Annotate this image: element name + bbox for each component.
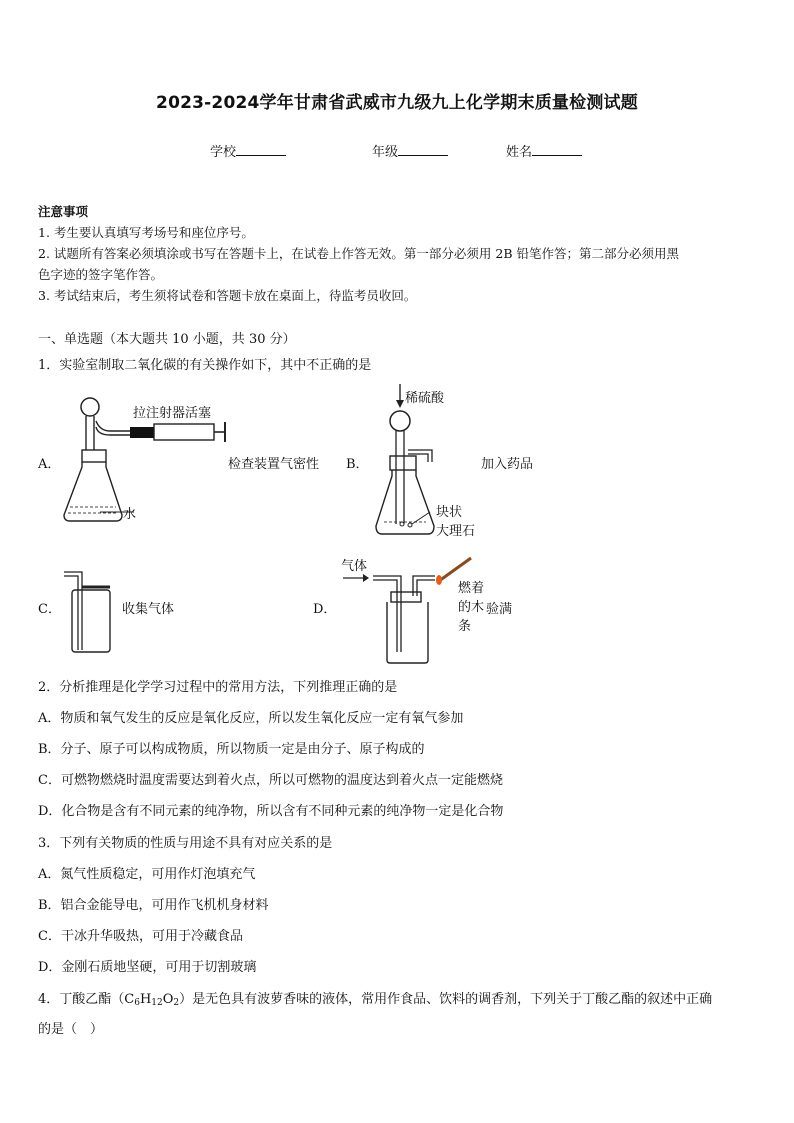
notice-item: 3. 考试结束后，考生须将试卷和答题卡放在桌面上，待监考员收回。 <box>38 288 417 303</box>
grade-label: 年级 <box>372 145 399 160</box>
add-reagent-diagram <box>372 384 482 539</box>
section-heading: 一、单选题（本大题共 10 小题，共 30 分） <box>38 332 296 347</box>
q3-option-d[interactable]: D．金刚石质地坚硬，可用于切割玻璃 <box>38 960 257 975</box>
q1-option-b-text: 加入药品 <box>481 457 534 472</box>
q1-option-d-text: 验满 <box>486 602 513 617</box>
school-field[interactable] <box>210 141 286 160</box>
q2-option-d[interactable]: D．化合物是含有不同元素的纯净物，所以含有不同种元素的纯净物一定是化合物 <box>38 804 504 819</box>
q2-option-b[interactable]: B．分子、原子可以构成物质，所以物质一定是由分子、原子构成的 <box>38 742 425 757</box>
q3-option-a[interactable]: A．氮气性质稳定，可用作灯泡填充气 <box>38 867 256 882</box>
name-field[interactable] <box>506 141 582 160</box>
q1-option-a-text: 检查装置气密性 <box>228 457 320 472</box>
notice-item: 1. 考生要认真填写考场号和座位序号。 <box>38 225 254 240</box>
gas-label: 气体 <box>341 559 368 574</box>
gas-collection-diagram <box>62 566 122 658</box>
q1-option-a-letter[interactable]: A． <box>38 457 61 472</box>
burning-stick-label-2: 的木 <box>458 600 485 615</box>
burning-stick-label-1: 燃着 <box>458 581 485 596</box>
page-title: 2023-2024学年甘肃省武威市九级九上化学期末质量检测试题 <box>156 93 638 113</box>
water-label: 水 <box>123 507 137 522</box>
q3-option-c[interactable]: C．干冰升华吸热，可用于冷藏食品 <box>38 929 243 944</box>
grade-field[interactable] <box>372 141 448 160</box>
name-label: 姓名 <box>506 145 533 160</box>
notice-item: 2. 试题所有答案必须填涂或书写在答题卡上，在试卷上作答无效。第一部分必须用 2B 铅笔作答；第二部分必须用黑 <box>38 246 679 261</box>
q1-option-d-letter[interactable]: D． <box>313 602 337 617</box>
question-1-stem: 1．实验室制取二氧化碳的有关操作如下，其中不正确的是 <box>38 358 372 373</box>
acid-label: 稀硫酸 <box>405 391 445 406</box>
question-4-stem: 4．丁酸乙酯$(C_6H_{12}O_2)$是无色具有波萝香味的液体，常用作食品、饮料的调香剂，下列关于丁酸乙酯的叙述中正确 <box>38 992 713 1008</box>
syringe-label: 拉注射器活塞 <box>133 406 212 421</box>
solid-label-2: 大理石 <box>436 524 476 539</box>
q1-option-c-text: 收集气体 <box>122 602 175 617</box>
q1-option-b-letter[interactable]: B． <box>346 457 369 472</box>
q2-option-c[interactable]: C．可燃物燃烧时温度需要达到着火点，所以可燃物的温度达到着火点一定能燃烧 <box>38 773 503 788</box>
question-3-stem: 3．下列有关物质的性质与用途不具有对应关系的是 <box>38 836 333 851</box>
question-4-stem-line2: 的是（ ） <box>38 1022 104 1037</box>
solid-label-1: 块状 <box>436 505 463 520</box>
q3-option-b[interactable]: B．铝合金能导电，可用作飞机机身材料 <box>38 898 269 913</box>
q1-option-c-letter[interactable]: C． <box>38 602 61 617</box>
question-2-stem: 2．分析推理是化学学习过程中的常用方法，下列推理正确的是 <box>38 680 398 695</box>
burning-stick-label-3: 条 <box>458 619 472 634</box>
school-label: 学校 <box>210 145 237 160</box>
notice-heading: 注意事项 <box>38 204 89 219</box>
q2-option-a[interactable]: A．物质和氧气发生的反应是氧化反应，所以发生氧化反应一定有氧气参加 <box>38 711 464 726</box>
notice-item: 色字迹的签字笔作答。 <box>38 267 164 282</box>
